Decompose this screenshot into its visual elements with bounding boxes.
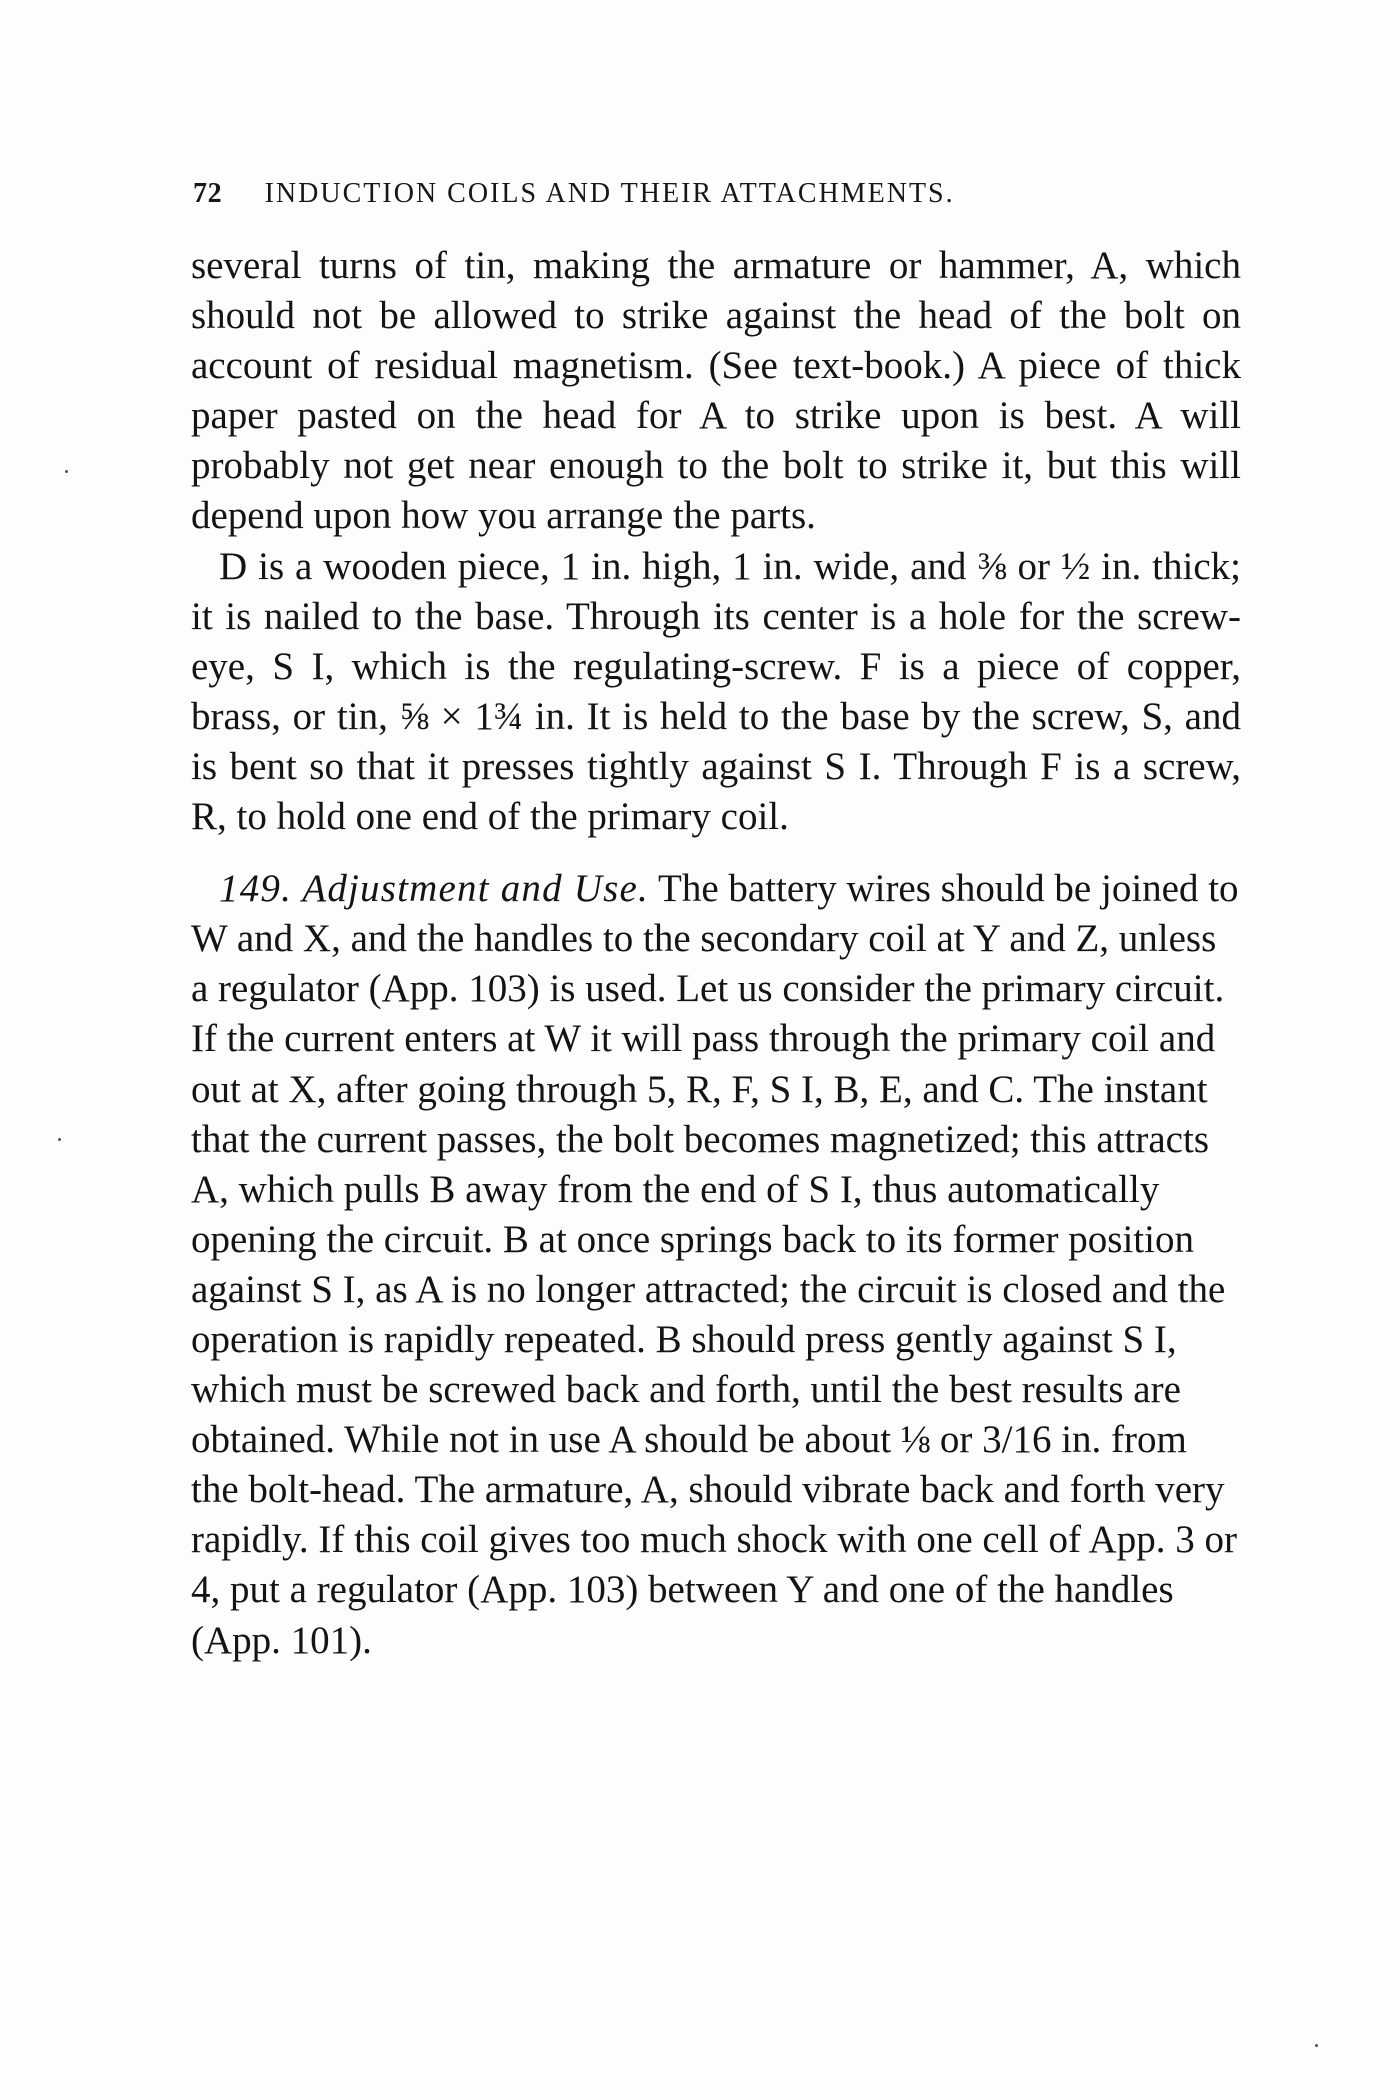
running-title: INDUCTION COILS AND THEIR ATTACHMENTS. (264, 178, 955, 209)
page-number: 72 (193, 178, 223, 209)
print-speck (1315, 2044, 1318, 2047)
page-body (191, 241, 1241, 1666)
paragraph-3-text: The battery wires should be joined to W and X, and the handles to the secondary coil at Y and Z, unless a regulator (App. 103) is used. Let us consider the primary circuit. If the current enters at W it will pass through the primary coil and out at X, after going through 5, R, F, S I, B, E, and C. The instant that the current passes, the bolt becomes magnetized; this attracts A, which pulls B away from the end of S I, thus automatically opening the circuit. B at once springs back to its former position against S I, as A is no longer attracted; the circuit is closed and the operation is rapidly repeated. B should press gently against S I, which must be screwed back and forth, until the best results are obtained. While not in use A should be about ⅛ or 3/16 in. from the bolt-head. The armature, A, should vibrate back and forth very rapidly. If this coil gives too much shock with one cell of App. 3 or 4, put a regulator (App. 103) between Y and one of the handles (App. 101). (191, 867, 1239, 1662)
running-header (193, 176, 1243, 212)
print-speck (65, 470, 68, 473)
paragraph-2: D is a wooden piece, 1 in. high, 1 in. wide, and ⅜ or ½ in. thick; it is nailed to the base. Through its center is a hole for the screw-eye, S I, which is the regulating-screw. F is a piece of copper, brass, or tin, ⅝ × 1¾ in. It is held to the base by the screw, S, and is bent so that it presses tightly against S I. Through F is a screw, R, to hold one end of the primary coil. (191, 544, 1241, 839)
print-speck (58, 1138, 61, 1141)
paragraph-1: several turns of tin, making the armature or hammer, A, which should not be allowed to strike against the head of the bolt on account of residual magnetism. (See text-book.) A piece of thick paper pasted on the head for A to strike upon is best. A will probably not get near enough to the bolt to strike it, but this will depend upon how you arrange the parts. (191, 244, 1241, 538)
paragraph-3 (191, 864, 1241, 1666)
section-heading: 149. Adjustment and Use. (219, 867, 649, 911)
